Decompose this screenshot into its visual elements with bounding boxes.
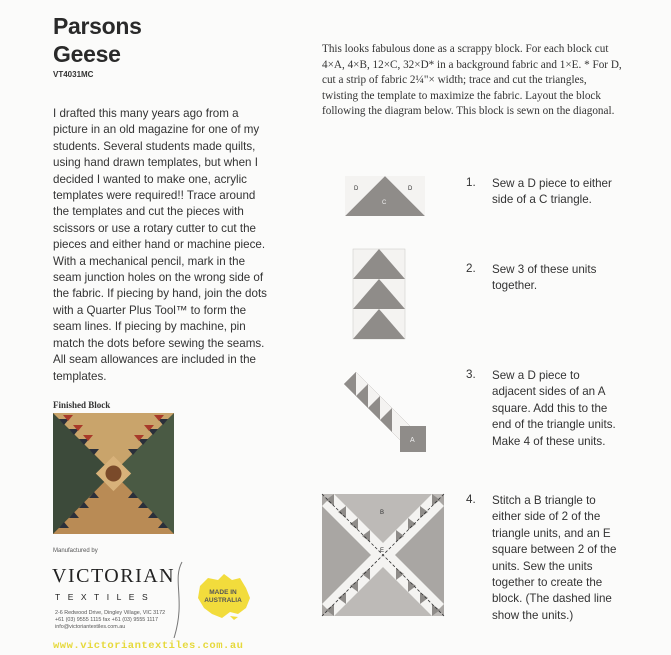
step-1-number: 1. bbox=[466, 176, 476, 189]
page-title bbox=[53, 12, 142, 68]
step-4-diagram bbox=[320, 492, 446, 618]
title-line-2: Geese bbox=[53, 41, 121, 67]
pattern-code: VT4031MC bbox=[53, 70, 94, 79]
step-4-number: 4. bbox=[466, 493, 476, 506]
label-b: B bbox=[380, 510, 385, 516]
finished-block-image bbox=[53, 413, 174, 534]
label-e: E bbox=[380, 548, 385, 554]
manufactured-by-label: Manufactured by bbox=[53, 548, 98, 554]
made-in-australia-badge-icon bbox=[194, 572, 252, 622]
website-link[interactable]: www.victoriantextiles.com.au bbox=[53, 640, 244, 652]
intro-paragraph: I drafted this many years ago from a picture in an old magazine for one of my students. Several students made quilts, using hand drawn templates, but when I decided I wanted to make one, acrylic templates were required!! Trace around the templates and cut the pieces with scissors or use a rotary cutter to cut the pieces and either hand or machine piece. With a mechanical pencil, mark in the seam junction holes on the wrong side of the fabric. If piecing by hand, join the dots with a Quarter Plus Tool™ to form the seam lines. If piecing by machine, pin match the dots before sewing the seams. All seam allowances are included in the templates. bbox=[53, 107, 267, 383]
step-4-text: Stitch a B triangle to either side of 2 of the triangle units, and an E square between 2 of the units. Sew the units together to create the block. (The dashed line show the units.) bbox=[492, 494, 617, 622]
step-3-diagram bbox=[340, 368, 432, 454]
step-1-diagram bbox=[340, 172, 430, 220]
brand-name: VICTORIAN bbox=[52, 565, 176, 587]
label-a: A bbox=[410, 437, 415, 444]
step-2-text: Sew 3 of these units together. bbox=[492, 263, 597, 293]
step-3-text: Sew a D piece to adjacent sides of an A square. Add this to the end of the triangle units. Make 4 of these units. bbox=[492, 369, 616, 448]
step-1-text: Sew a D piece to either side of a C triangle. bbox=[492, 177, 612, 207]
step-3-number: 3. bbox=[466, 368, 476, 381]
badge-line-1: MADE IN bbox=[209, 589, 237, 596]
cutting-instructions: This looks fabulous done as a scrappy block. For each block cut 4×A, 4×B, 12×C, 32×D* in a background fabric and 1×E. * For D, cut a strip of fabric 2¼"× width; trace and cut the triangles, twisting the template to maximize the fabric. Layout the block following the diagram below. This block is sewn on the diagonal. bbox=[322, 43, 622, 118]
label-c: C bbox=[382, 200, 387, 206]
step-2-number: 2. bbox=[466, 262, 476, 275]
phone: +61 (03) 9555 1115 fax +61 (03) 9555 1117 bbox=[55, 617, 158, 623]
label-d-right: D bbox=[408, 186, 413, 192]
badge-line-2: AUSTRALIA bbox=[204, 597, 242, 604]
title-line-1: Parsons bbox=[53, 13, 142, 39]
brand-subtitle: TEXTILES bbox=[55, 592, 156, 602]
finished-block-label: Finished Block bbox=[53, 400, 111, 410]
address: 2-6 Redwood Drive, Dingley Village, VIC 3172 bbox=[55, 610, 166, 616]
step-2-diagram bbox=[352, 248, 406, 340]
contact-details bbox=[55, 610, 195, 631]
label-d-left: D bbox=[354, 186, 359, 192]
email: info@victoriantextiles.com.au bbox=[55, 624, 126, 630]
